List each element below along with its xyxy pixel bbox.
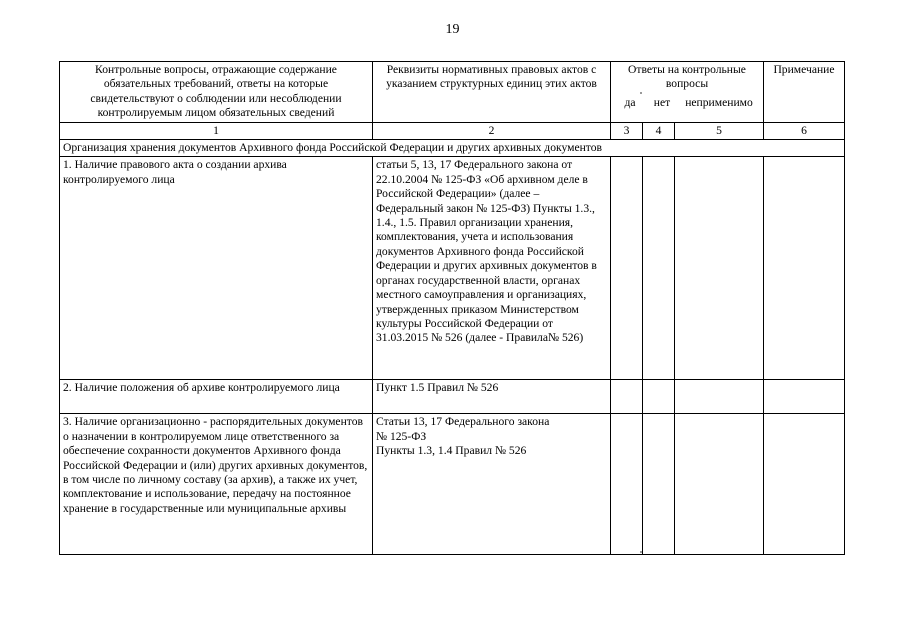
answer-no-cell	[643, 157, 675, 380]
question-cell: 2. Наличие положения об архиве контролируемого лица	[60, 380, 373, 414]
header-questions: Контрольные вопросы, отражающие содержание обязательных требований, ответы на которые свидетельствуют о соблюдении или несоблюдении контролируемым лицом обязательных сведений	[60, 62, 373, 123]
requisites-line: Статьи 13, 17 Федерального закона	[376, 415, 550, 429]
answer-na-cell	[675, 414, 764, 555]
header-row	[60, 62, 845, 123]
page-number: 19	[445, 22, 460, 37]
answer-yes-cell	[611, 157, 643, 380]
question-cell: 1. Наличие правового акта о создании архива контролируемого лица	[60, 157, 373, 380]
notes-cell	[764, 414, 845, 555]
column-number-4: 4	[643, 122, 675, 139]
requisites-cell: статьи 5, 13, 17 Федерального закона от 22.10.2004 № 125-ФЗ «Об архивном деле в Российской Федерации» (далее – Федеральный закон № 125-ФЗ) Пункты 1.3., 1.4., 1.5. Правил организации хранения, комплектования, учета и использования документов Архивного фонда Российской Федерации и других архивных документов в органах государственной власти, органах местного самоуправления и организациях, утвержденных приказом Министерством культуры Российской Федерации от 31.03.2015 № 526 (далее - Правила№ 526)	[373, 157, 611, 380]
requisites-line: Пункты 1.3, 1.4 Правил № 526	[376, 444, 527, 458]
requisites-cell	[373, 414, 611, 555]
answer-no-cell	[643, 414, 675, 555]
header-answer-no: нет	[653, 95, 671, 109]
requisites-cell: Пункт 1.5 Правил № 526	[373, 380, 611, 414]
column-number-2: 2	[373, 122, 611, 139]
answer-na-cell	[675, 157, 764, 380]
header-notes: Примечание	[764, 62, 845, 123]
answer-yes-cell	[611, 380, 643, 414]
header-answers	[611, 62, 764, 123]
scan-dot	[640, 92, 642, 94]
column-number-3: 3	[611, 122, 643, 139]
control-questions-table	[59, 61, 845, 555]
section-row	[60, 140, 845, 157]
header-requisites: Реквизиты нормативных правовых актов с указанием структурных единиц этих актов	[373, 62, 611, 123]
answer-no-cell	[643, 380, 675, 414]
header-answers-label: Ответы на контрольные вопросы	[628, 63, 746, 91]
column-number-5: 5	[675, 122, 764, 139]
table-row	[60, 380, 845, 414]
column-number-6: 6	[764, 122, 845, 139]
table-row	[60, 414, 845, 555]
answer-na-cell	[675, 380, 764, 414]
requisites-line: № 125-ФЗ	[376, 429, 427, 443]
column-number-1: 1	[60, 122, 373, 139]
header-answer-na: неприменимо	[685, 95, 753, 109]
column-number-row	[60, 122, 845, 139]
section-title: Организация хранения документов Архивного фонда Российской Федерации и других архивных документов	[60, 140, 845, 157]
scan-dot	[640, 551, 642, 553]
notes-cell	[764, 157, 845, 380]
question-cell: 3. Наличие организационно - распорядительных документов о назначении в контролируемом лице ответственного за обеспечение сохранности документов Архивного фонда Российской Федерации и (или) других архивных документов, в том числе по личному составу (за архив), а также их учет, комплектование и использование, передачу на постоянное хранение в государственные или муниципальные архивы	[60, 414, 373, 555]
header-answer-yes: да	[624, 95, 636, 109]
notes-cell	[764, 380, 845, 414]
answer-yes-cell	[611, 414, 643, 555]
table-row	[60, 157, 845, 380]
